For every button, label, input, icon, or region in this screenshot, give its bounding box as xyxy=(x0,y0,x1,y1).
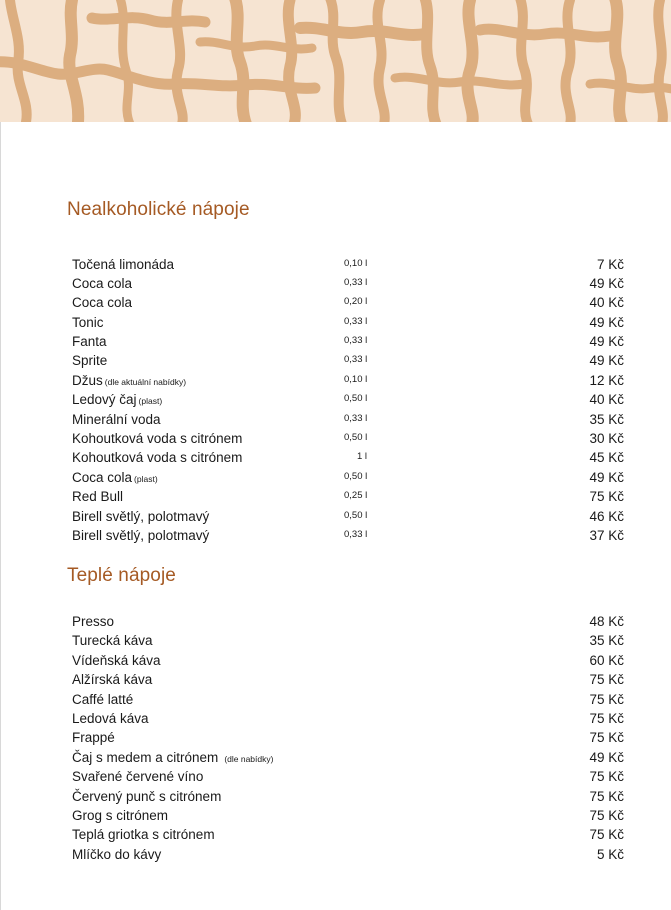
item-name: Teplá griotka s citrónem xyxy=(72,827,215,843)
item-volume: 0,33 l xyxy=(344,315,368,327)
section-title-cold-drinks: Nealkoholické nápoje xyxy=(67,199,250,220)
menu-item xyxy=(72,293,624,312)
item-price: 49 Kč xyxy=(589,353,624,369)
item-price: 75 Kč xyxy=(589,807,624,823)
menu-item xyxy=(72,351,624,370)
item-price: 30 Kč xyxy=(589,431,624,447)
item-name: Coca cola (plast) xyxy=(72,469,158,485)
item-price: 75 Kč xyxy=(589,691,624,707)
menu-item xyxy=(72,845,624,864)
item-note: (dle nabídky) xyxy=(224,753,274,764)
menu-item xyxy=(72,468,624,487)
item-volume: 0,33 l xyxy=(344,412,368,424)
item-name: Tonic xyxy=(72,314,104,330)
item-price: 49 Kč xyxy=(589,314,624,330)
item-name: Sprite xyxy=(72,353,108,369)
item-price: 35 Kč xyxy=(589,633,624,649)
menu-item xyxy=(72,507,624,526)
item-volume: 0,33 l xyxy=(344,276,368,288)
menu-item xyxy=(72,448,624,467)
menu-item xyxy=(72,825,624,844)
item-price: 75 Kč xyxy=(589,769,624,785)
item-name: Red Bull xyxy=(72,489,124,505)
item-price: 49 Kč xyxy=(589,469,624,485)
item-note: (plast) xyxy=(134,473,158,484)
item-name: Caffé latté xyxy=(72,691,134,707)
item-volume: 0,25 l xyxy=(344,490,368,502)
menu-item xyxy=(72,631,624,650)
item-price: 45 Kč xyxy=(589,450,624,466)
menu-item xyxy=(72,332,624,351)
item-price: 40 Kč xyxy=(589,295,624,311)
menu-item xyxy=(72,670,624,689)
item-name: Fanta xyxy=(72,334,107,350)
item-volume: 0,33 l xyxy=(344,528,368,540)
item-name: Červený punč s citrónem xyxy=(72,788,222,804)
item-name: Kohoutková voda s citrónem xyxy=(72,431,243,447)
menu-item xyxy=(72,274,624,293)
item-note: (dle aktuální nabídky) xyxy=(104,376,187,387)
item-price: 12 Kč xyxy=(589,372,624,388)
item-name: Mlíčko do kávy xyxy=(72,846,162,862)
item-name: Coca cola xyxy=(72,295,133,311)
menu-item xyxy=(72,255,624,274)
menu-item xyxy=(72,429,624,448)
item-name: Coca cola xyxy=(72,275,133,291)
item-volume: 0,33 l xyxy=(344,335,368,347)
menu-item xyxy=(72,487,624,506)
item-price: 35 Kč xyxy=(589,411,624,427)
menu-list-hot-drinks xyxy=(72,612,624,864)
menu-item xyxy=(72,709,624,728)
item-name: Džus (dle aktuální nabídky) xyxy=(72,372,187,388)
item-name: Svařené červené víno xyxy=(72,769,204,785)
menu-item xyxy=(72,313,624,332)
menu-item xyxy=(72,612,624,631)
item-name: Točená limonáda xyxy=(72,256,175,272)
item-name: Presso xyxy=(72,614,115,629)
item-price: 49 Kč xyxy=(589,275,624,291)
header-banner xyxy=(0,0,671,122)
menu-item xyxy=(72,787,624,806)
item-volume: 0,10 l xyxy=(344,257,368,269)
menu-item xyxy=(72,748,624,767)
item-volume: 0,50 l xyxy=(344,509,368,521)
item-price: 75 Kč xyxy=(589,710,624,726)
item-price: 75 Kč xyxy=(589,827,624,843)
menu-item xyxy=(72,410,624,429)
item-volume: 0,20 l xyxy=(344,296,368,308)
menu-item xyxy=(72,526,624,545)
item-name: Birell světlý, polotmavý xyxy=(72,527,210,543)
item-name: Kohoutková voda s citrónem xyxy=(72,450,243,466)
item-name: Alžírská káva xyxy=(72,672,153,688)
menu-item xyxy=(72,690,624,709)
item-name: Birell světlý, polotmavý xyxy=(72,508,210,524)
item-price: 60 Kč xyxy=(589,652,624,668)
menu-item xyxy=(72,651,624,670)
menu-item xyxy=(72,806,624,825)
item-price: 75 Kč xyxy=(589,788,624,804)
menu-list-cold-drinks xyxy=(72,255,624,546)
item-price: 46 Kč xyxy=(589,508,624,524)
item-name: Turecká káva xyxy=(72,633,153,649)
menu-item xyxy=(72,371,624,390)
item-name: Frappé xyxy=(72,730,115,746)
item-price: 40 Kč xyxy=(589,392,624,408)
item-volume: 1 l xyxy=(357,451,368,463)
item-volume: 0,33 l xyxy=(344,354,368,366)
item-name: Vídeňská káva xyxy=(72,652,161,668)
item-price: 75 Kč xyxy=(589,672,624,688)
menu-item xyxy=(72,390,624,409)
item-name: Ledový čaj (plast) xyxy=(72,392,163,408)
item-price: 7 Kč xyxy=(596,256,624,272)
item-volume: 0,50 l xyxy=(344,470,368,482)
item-price: 75 Kč xyxy=(589,489,624,505)
item-price: 75 Kč xyxy=(589,730,624,746)
page-left-edge xyxy=(0,122,1,910)
menu-item xyxy=(72,767,624,786)
item-name: Čaj s medem a citrónem (dle nabídky) xyxy=(72,749,274,765)
item-name: Grog s citrónem xyxy=(72,807,169,823)
menu-item xyxy=(72,728,624,747)
item-price: 49 Kč xyxy=(589,749,624,765)
item-price: 37 Kč xyxy=(589,527,624,543)
item-volume: 0,50 l xyxy=(344,393,368,405)
item-name: Ledová káva xyxy=(72,710,149,726)
item-volume: 0,50 l xyxy=(344,432,368,444)
item-price: 48 Kč xyxy=(589,614,624,629)
item-price: 49 Kč xyxy=(589,334,624,350)
item-price: 5 Kč xyxy=(596,846,624,862)
item-volume: 0,10 l xyxy=(344,373,368,385)
section-title-hot-drinks: Teplé nápoje xyxy=(67,565,176,586)
item-note: (plast) xyxy=(138,396,163,407)
item-name: Minerální voda xyxy=(72,411,161,427)
